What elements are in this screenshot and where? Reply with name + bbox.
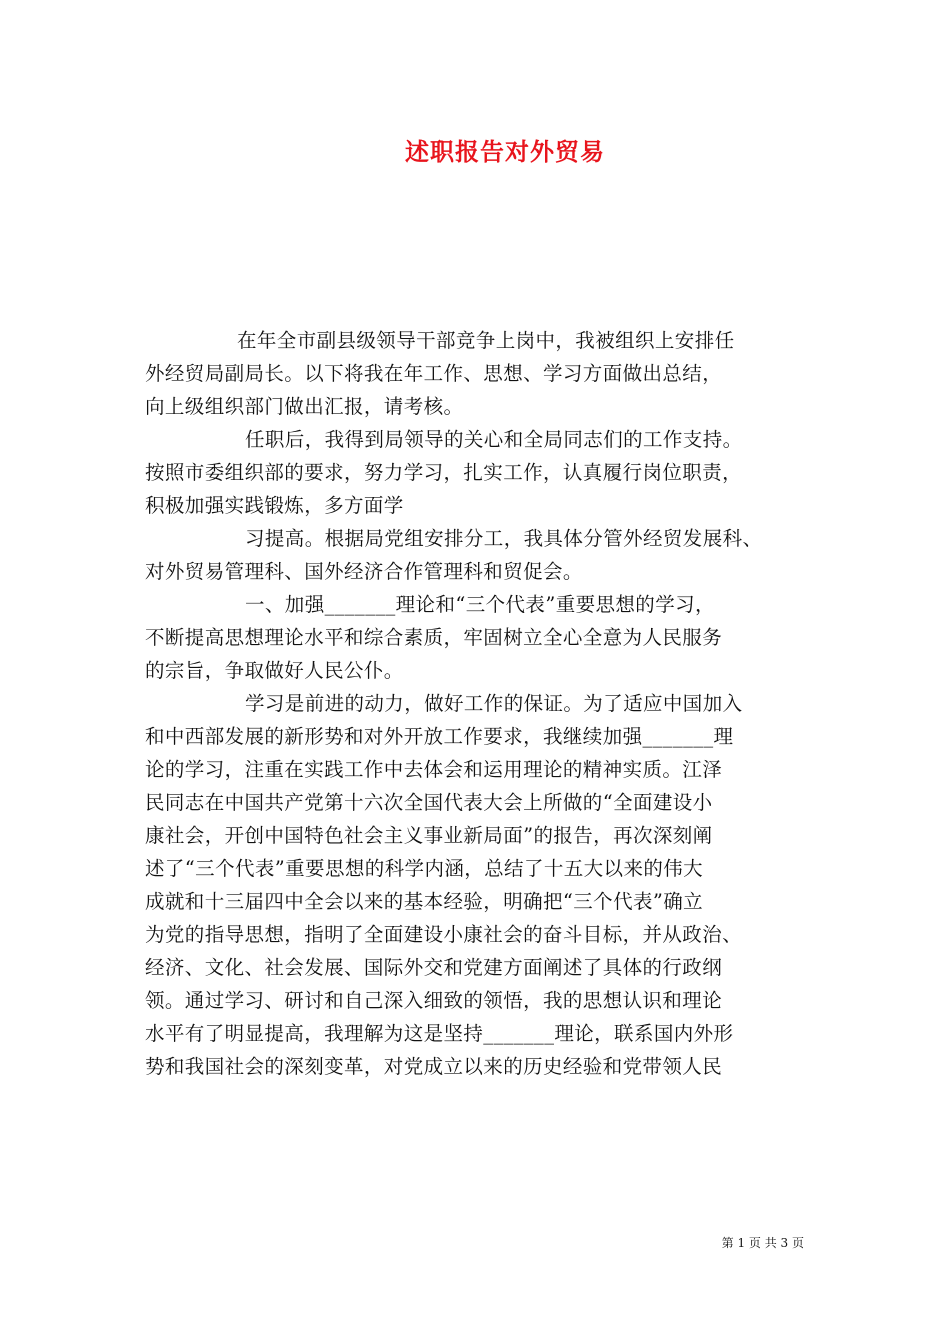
document-body bbox=[145, 324, 817, 1083]
text-line: 成就和十三届四中全会以来的基本经验，明确把“三个代表”确立 bbox=[145, 890, 704, 913]
text-line: 水平有了明显提高，我理解为这是坚持_______理论，联系国内外形 bbox=[145, 1022, 734, 1045]
text-line: 在年全市副县级领导干部竞争上岗中，我被组织上安排任 bbox=[237, 329, 735, 352]
page-number: 第 1 页 共 3 页 bbox=[721, 1236, 804, 1250]
text-line: 习提高。根据局党组安排分工，我具体分管外经贸发展科、 bbox=[245, 527, 763, 550]
document-title: 述职报告对外贸易 bbox=[405, 137, 605, 166]
text-line: 为党的指导思想，指明了全面建设小康社会的奋斗目标，并从政治、 bbox=[145, 923, 743, 946]
text-line: 的宗旨，争取做好人民公仆。 bbox=[145, 659, 404, 682]
text-line: 领。通过学习、研讨和自己深入细致的领悟，我的思想认识和理论 bbox=[145, 989, 723, 1012]
section-heading: 一、加强_______理论和“三个代表”重要思想的学习， bbox=[245, 593, 715, 616]
text-line: 和中西部发展的新形势和对外开放工作要求，我继续加强_______理 bbox=[145, 725, 734, 748]
text-line: 论的学习，注重在实践工作中去体会和运用理论的精神实质。江泽 bbox=[145, 758, 723, 781]
text-line: 民同志在中国共产党第十六次全国代表大会上所做的“全面建设小 bbox=[145, 791, 713, 814]
text-line: 学习是前进的动力，做好工作的保证。为了适应中国加入 bbox=[245, 692, 743, 715]
text-line: 外经贸局副局长。以下将我在年工作、思想、学习方面做出总结， bbox=[145, 362, 723, 385]
text-line: 康社会，开创中国特色社会主义事业新局面”的报告，再次深刻阐 bbox=[145, 824, 713, 847]
text-line: 向上级组织部门做出汇报，请考核。 bbox=[145, 395, 464, 418]
text-line: 对外贸易管理科、国外经济合作管理科和贸促会。 bbox=[145, 560, 583, 583]
text-line: 不断提高思想理论水平和综合素质，牢固树立全心全意为人民服务 bbox=[145, 626, 723, 649]
text-line: 经济、文化、社会发展、国际外交和党建方面阐述了具体的行政纲 bbox=[145, 956, 723, 979]
text-line: 述了“三个代表”重要思想的科学内涵，总结了十五大以来的伟大 bbox=[145, 857, 704, 880]
text-line: 积极加强实践锻炼，多方面学 bbox=[145, 494, 404, 517]
text-line: 按照市委组织部的要求，努力学习，扎实工作，认真履行岗位职责， bbox=[145, 461, 743, 484]
text-line: 任职后，我得到局领导的关心和全局同志们的工作支持。 bbox=[245, 428, 743, 451]
text-line: 势和我国社会的深刻变革，对党成立以来的历史经验和党带领人民 bbox=[145, 1055, 723, 1078]
